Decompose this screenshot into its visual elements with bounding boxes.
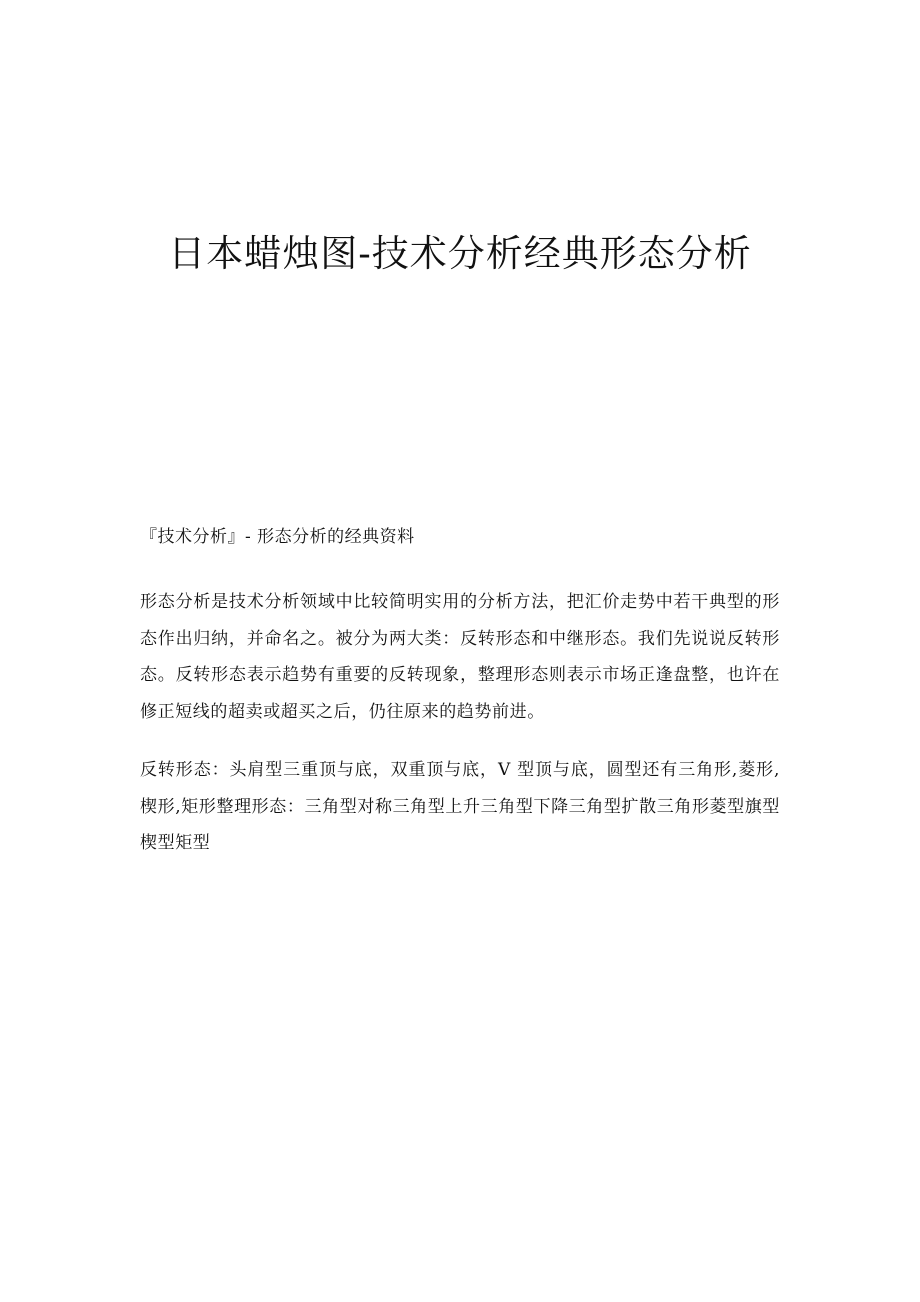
document-body [140, 524, 780, 884]
document-subtitle: 『技术分析』- 形态分析的经典资料 [140, 527, 415, 547]
paragraph-pattern-types: 反转形态：头肩型三重顶与底，双重顶与底，V 型顶与底，圆型还有三角形,菱形,楔形,矩形整理形态：三角型对称三角型上升三角型下降三角型扩散三角形菱型旗型楔型矩型 [140, 760, 780, 853]
paragraph-intro: 形态分析是技术分析领域中比较简明实用的分析方法，把汇价走势中若干典型的形态作出归纳，并命名之。被分为两大类：反转形态和中继形态。我们先说说反转形态。反转形态表示趋势有重要的反转现象，整理形态则表示市场正逢盘整，也许在修正短线的超卖或超买之后，仍往原来的趋势前进。 [140, 592, 780, 722]
document-title: 日本蜡烛图-技术分析经典形态分析 [168, 232, 752, 275]
